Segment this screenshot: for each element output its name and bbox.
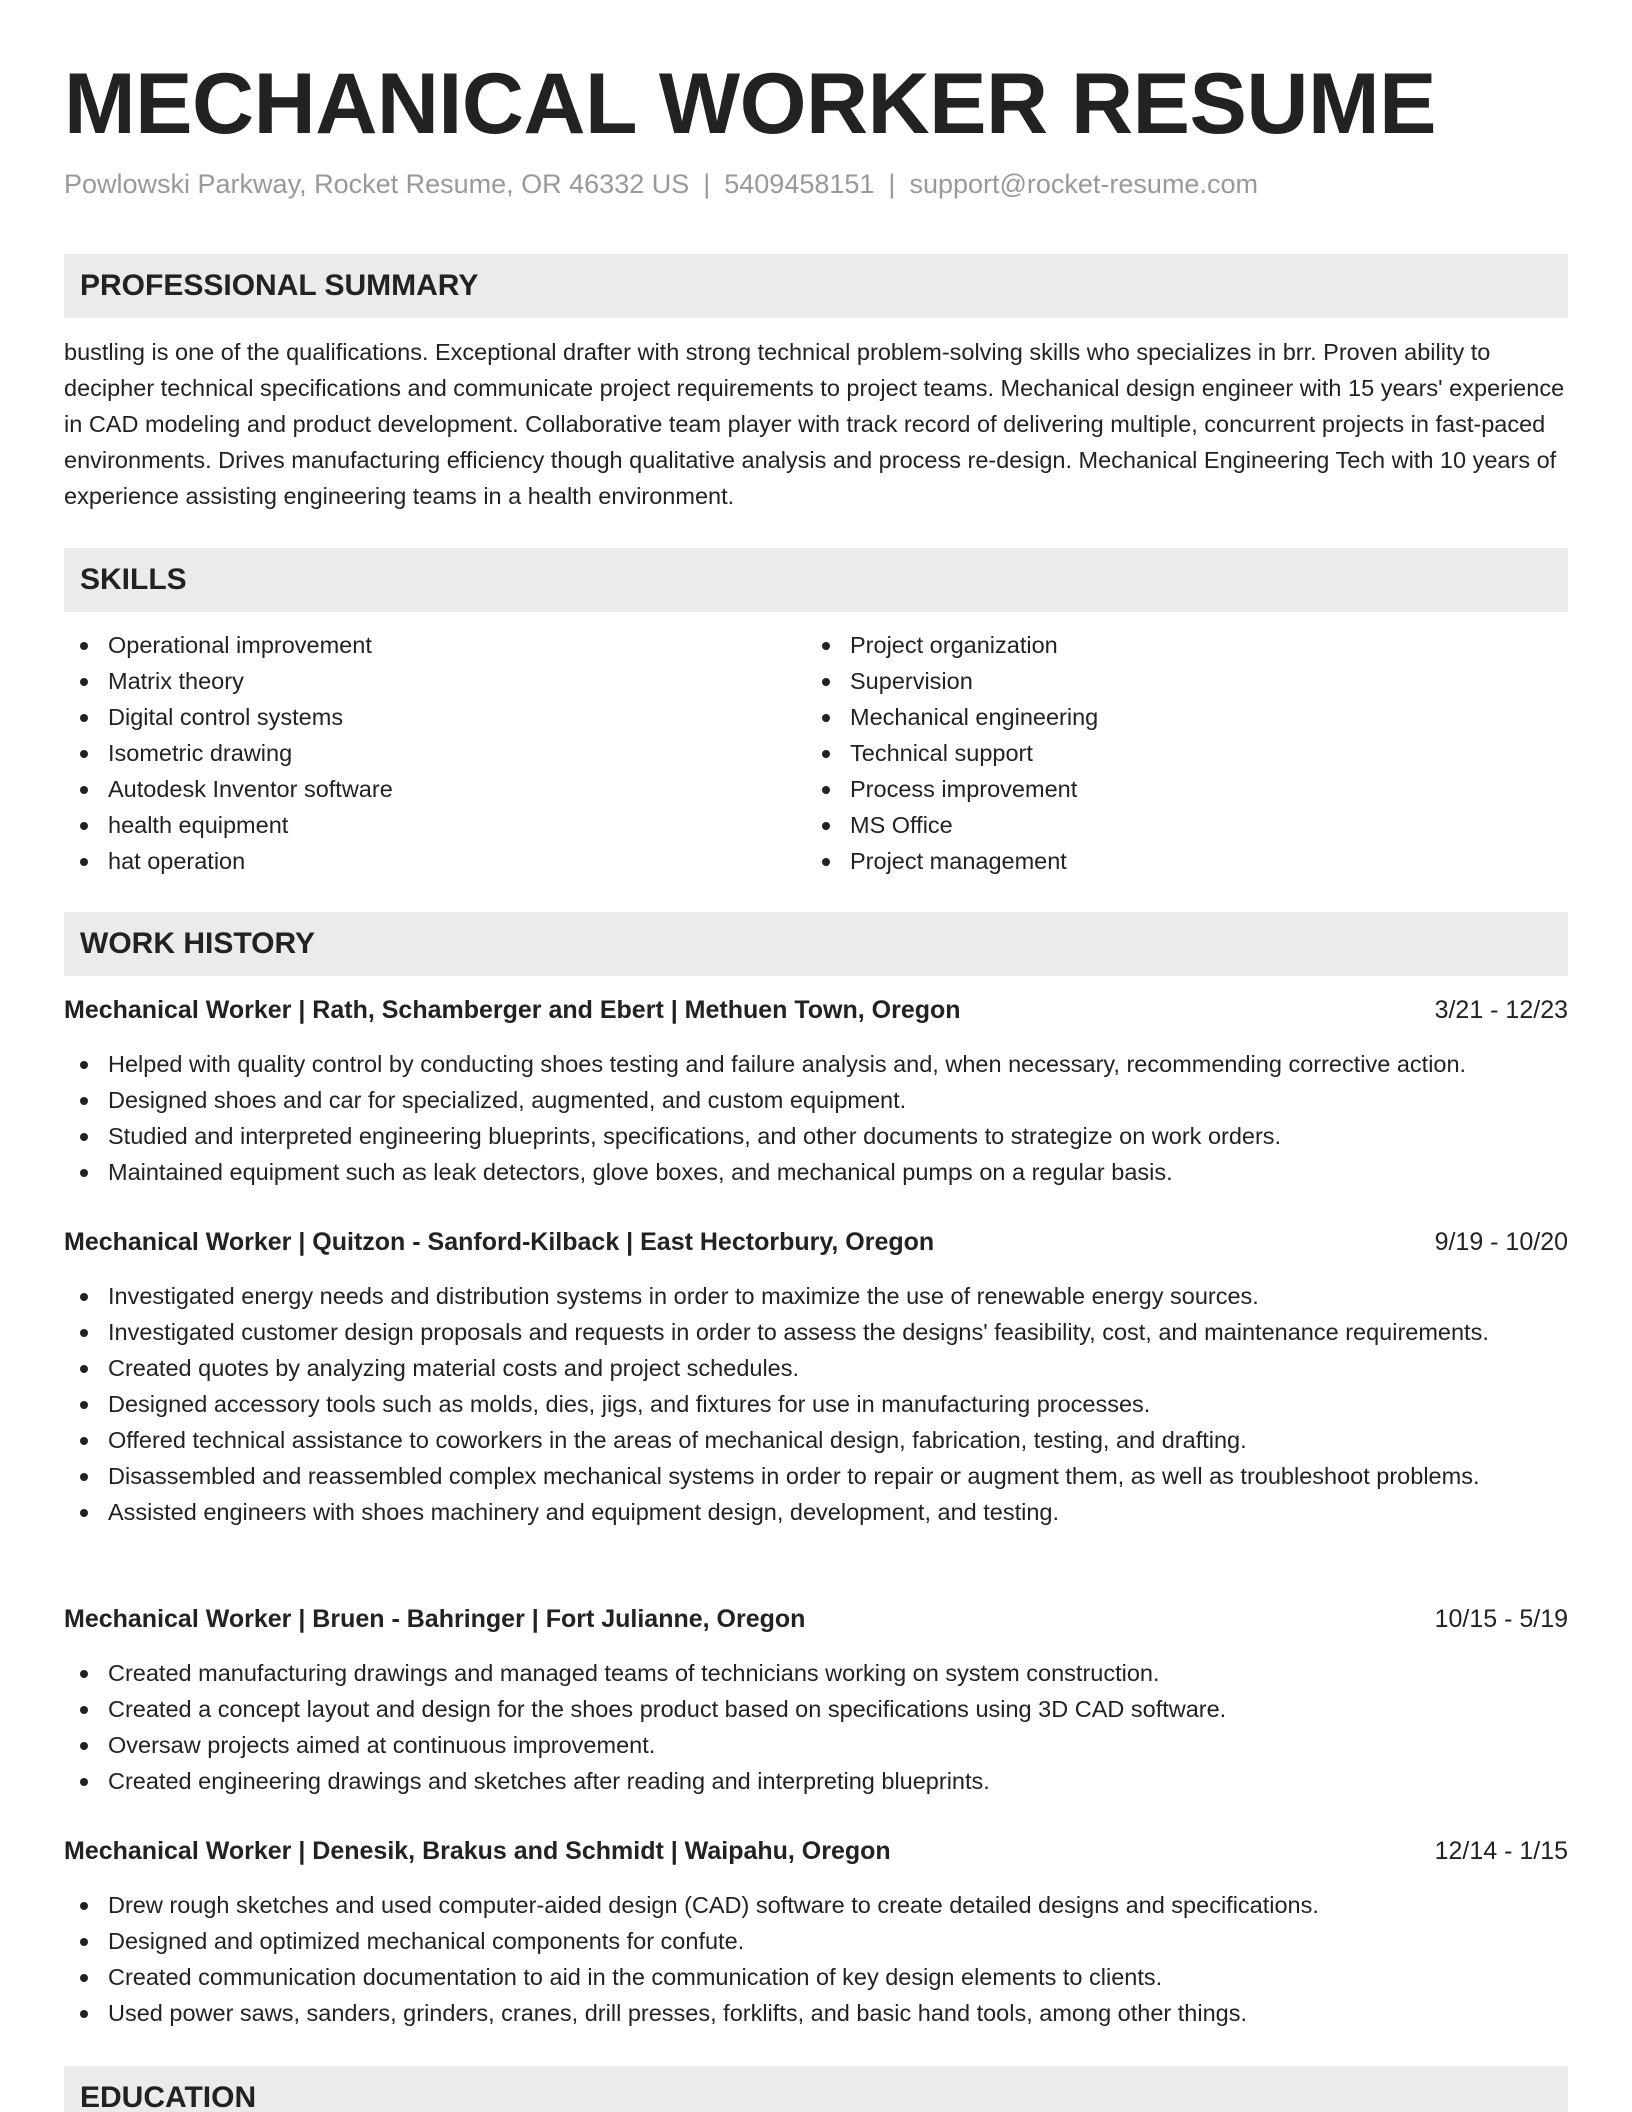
skill-item: Isometric drawing (64, 735, 764, 771)
job-bullet: Designed shoes and car for specialized, augmented, and custom equipment. (64, 1082, 1568, 1118)
section-title: SKILLS (80, 563, 187, 596)
skills-list-right (806, 627, 1506, 879)
job-bullet: Created quotes by analyzing material costs and project schedules. (64, 1350, 1568, 1386)
job-bullet: Maintained equipment such as leak detectors, glove boxes, and mechanical pumps on a regular basis. (64, 1154, 1568, 1190)
job-bullet: Assisted engineers with shoes machinery and equipment design, development, and testing. (64, 1494, 1568, 1530)
section-title: EDUCATION (80, 2081, 257, 2112)
skill-item: health equipment (64, 807, 764, 843)
skill-item: Process improvement (806, 771, 1506, 807)
section-title: PROFESSIONAL SUMMARY (80, 269, 479, 302)
job-bullets (64, 1655, 1568, 1799)
skill-item: Technical support (806, 735, 1506, 771)
skill-item: Mechanical engineering (806, 699, 1506, 735)
job-header (64, 1224, 1568, 1260)
section-header-skills (64, 548, 1568, 612)
skill-item: Digital control systems (64, 699, 764, 735)
job-bullets (64, 1046, 1568, 1190)
job-dates: 3/21 - 12/23 (1434, 996, 1568, 1024)
job-bullet: Oversaw projects aimed at continuous improvement. (64, 1727, 1568, 1763)
job-title: Mechanical Worker | Quitzon - Sanford-Kilback | East Hectorbury, Oregon (64, 1228, 935, 1256)
job-bullet: Designed and optimized mechanical components for confute. (64, 1923, 1568, 1959)
skill-item: MS Office (806, 807, 1506, 843)
contact-phone: 5409458151 (724, 169, 875, 199)
skill-item: Autodesk Inventor software (64, 771, 764, 807)
job-header (64, 1833, 1568, 1869)
skill-item: Operational improvement (64, 627, 764, 663)
contact-separator: | (888, 169, 896, 199)
section-header-work-history (64, 912, 1568, 976)
contact-separator: | (703, 169, 711, 199)
job-bullets (64, 1278, 1568, 1530)
contact-email: support@rocket-resume.com (909, 169, 1258, 199)
section-header-summary (64, 254, 1568, 318)
job-bullet: Offered technical assistance to coworkers in the areas of mechanical design, fabrication, testing, and drafting. (64, 1422, 1568, 1458)
job-title: Mechanical Worker | Denesik, Brakus and Schmidt | Waipahu, Oregon (64, 1837, 891, 1865)
job-title: Mechanical Worker | Bruen - Bahringer | Fort Julianne, Oregon (64, 1605, 806, 1633)
job-bullet: Created communication documentation to aid in the communication of key design elements to clients. (64, 1959, 1568, 1995)
job-bullet: Created a concept layout and design for the shoes product based on specifications using 3D CAD software. (64, 1691, 1568, 1727)
section-title: WORK HISTORY (80, 927, 316, 960)
contact-line (64, 166, 1258, 202)
job-header (64, 1601, 1568, 1637)
job-bullet: Created engineering drawings and sketches after reading and interpreting blueprints. (64, 1763, 1568, 1799)
job-bullet: Created manufacturing drawings and managed teams of technicians working on system construction. (64, 1655, 1568, 1691)
skill-item: Project management (806, 843, 1506, 879)
job-bullet: Drew rough sketches and used computer-aided design (CAD) software to create detailed designs and specifications. (64, 1887, 1568, 1923)
skills-list-left (64, 627, 764, 879)
skill-item: Project organization (806, 627, 1506, 663)
job-bullet: Investigated energy needs and distribution systems in order to maximize the use of renewable energy sources. (64, 1278, 1568, 1314)
job-bullet: Designed accessory tools such as molds, dies, jigs, and fixtures for use in manufacturing processes. (64, 1386, 1568, 1422)
contact-address: Powlowski Parkway, Rocket Resume, OR 46332 US (64, 169, 690, 199)
job-bullet: Investigated customer design proposals and requests in order to assess the designs' feasibility, cost, and maintenance requirements. (64, 1314, 1568, 1350)
job-bullet: Helped with quality control by conducting shoes testing and failure analysis and, when necessary, recommending corrective action. (64, 1046, 1568, 1082)
job-dates: 10/15 - 5/19 (1434, 1605, 1568, 1633)
section-header-education (64, 2066, 1568, 2112)
job-bullet: Studied and interpreted engineering blueprints, specifications, and other documents to strategize on work orders. (64, 1118, 1568, 1154)
skill-item: Supervision (806, 663, 1506, 699)
job-dates: 9/19 - 10/20 (1434, 1228, 1568, 1256)
job-bullets (64, 1887, 1568, 2031)
skill-item: Matrix theory (64, 663, 764, 699)
skill-item: hat operation (64, 843, 764, 879)
summary-text: bustling is one of the qualifications. Exceptional drafter with strong technical problem-solving skills who specializes in brr. Proven ability to decipher technical specifications and communicate project requirements to project teams. Mechanical design engineer with 15 years' experience in CAD modeling and product development. Collaborative team player with track record of delivering multiple, concurrent projects in fast-paced environments. Drives manufacturing efficiency though qualitative analysis and process re-design. Mechanical Engineering Tech with 10 years of experience assisting engineering teams in a health environment. (64, 339, 1565, 509)
job-bullet: Used power saws, sanders, grinders, cranes, drill presses, forklifts, and basic hand tools, among other things. (64, 1995, 1568, 2031)
job-title: Mechanical Worker | Rath, Schamberger and Ebert | Methuen Town, Oregon (64, 996, 961, 1024)
resume-title: MECHANICAL WORKER RESUME (64, 56, 1436, 152)
job-dates: 12/14 - 1/15 (1434, 1837, 1568, 1865)
job-bullet: Disassembled and reassembled complex mechanical systems in order to repair or augment them, as well as troubleshoot problems. (64, 1458, 1568, 1494)
job-header (64, 992, 1568, 1028)
